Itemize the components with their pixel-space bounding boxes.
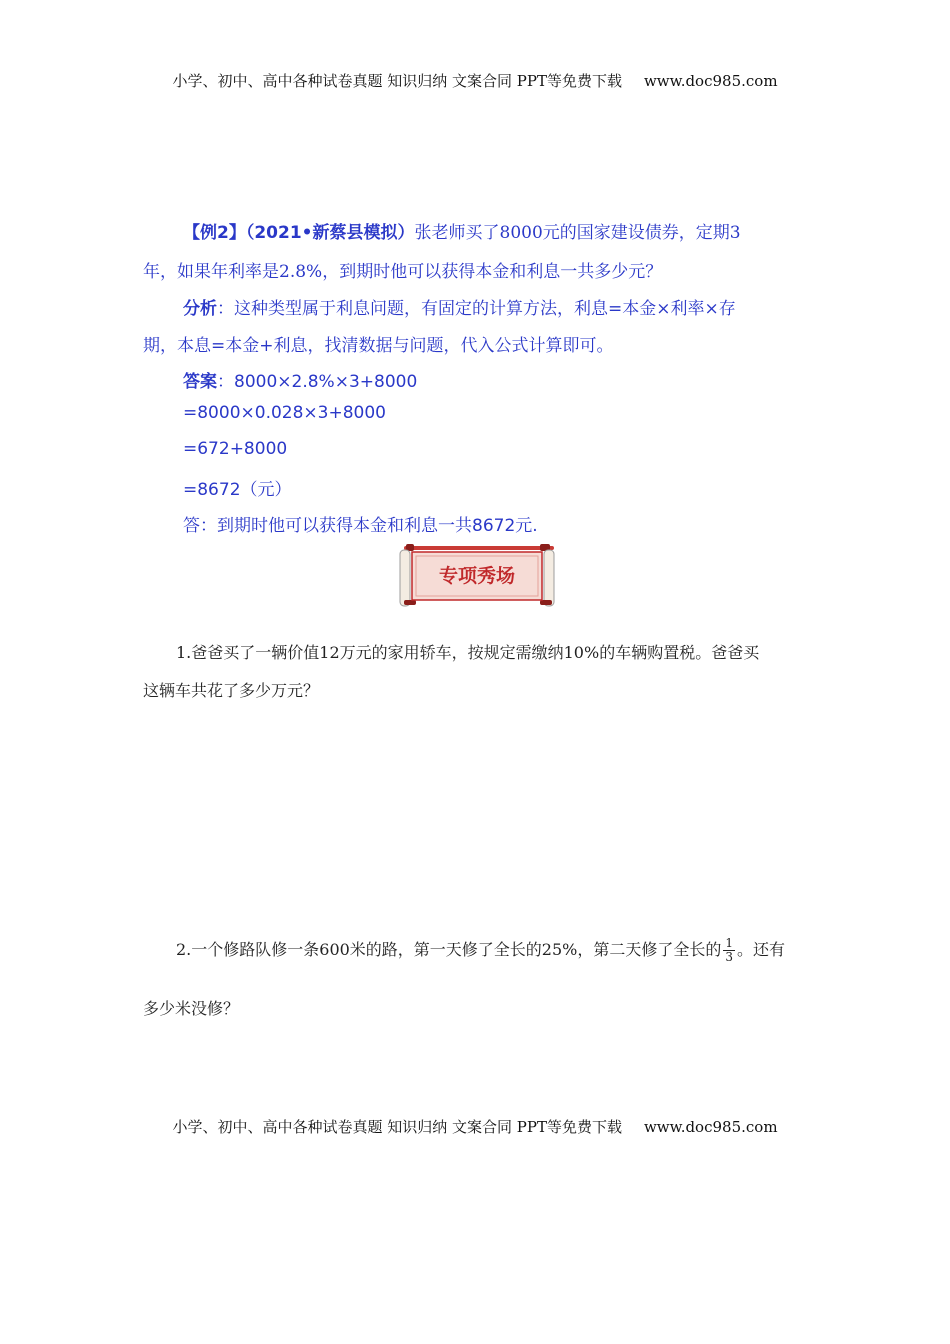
analysis-line2: 期，本息=本金+利息，找清数据与问题，代入公式计算即可。 [143,336,614,356]
answer-step: =672+8000 [183,439,288,459]
question-2-line1 [176,928,785,972]
answer-step: =8672（元） [183,480,292,500]
answer-label: 答案 [183,372,217,392]
answer-line1 [183,367,417,392]
answer-step: ：8000×2.8%×3+8000 [217,372,418,392]
fraction-numerator: 1 [725,936,734,950]
question-2-line2: 多少米没修？ [143,999,240,1018]
fraction-denominator: 3 [725,950,734,964]
fraction-one-third [723,937,735,964]
example-question-line1 [183,218,741,243]
analysis-line1 [183,294,736,319]
answer-step: =8000×0.028×3+8000 [183,403,386,423]
example-question-text: 张老师买了8000元的国家建设债券，定期3 [414,223,741,243]
banner-title: 专项秀场 [438,565,515,587]
analysis-text: ：这种类型属于利息问题，有固定的计算方法，利息=本金×利率×存 [217,299,736,319]
footer-site[interactable]: www.doc985.com [643,1118,778,1136]
section-banner [390,542,562,610]
analysis-label: 分析 [183,299,217,319]
example-tag: 【例2】 [183,223,246,243]
footer-text: 小学、初中、高中各种试卷真题 知识归纳 文案合同 PPT等免费下载 [172,1118,622,1136]
header-text: 小学、初中、高中各种试卷真题 知识归纳 文案合同 PPT等免费下载 [172,72,622,90]
page-header [0,70,950,91]
example-question-line2: 年，如果年利率是2.8%，到期时他可以获得本金和利息一共多少元？ [143,262,663,282]
final-answer: 答：到期时他可以获得本金和利息一共8672元. [183,516,538,536]
header-site[interactable]: www.doc985.com [643,72,778,90]
question-1-line2: 这辆车共花了多少万元？ [143,681,320,700]
example-source: （2021•新蔡县模拟） [245,223,415,243]
page-footer [0,1116,950,1137]
question-1-line1: 1.爸爸买了一辆价值12万元的家用轿车，按规定需缴纳10%的车辆购置税。爸爸买 [176,643,760,662]
question-2-text-b: 。还有 [737,940,786,959]
question-2-text-a: 2.一个修路队修一条600米的路，第一天修了全长的25%，第二天修了全长的 [176,940,722,959]
